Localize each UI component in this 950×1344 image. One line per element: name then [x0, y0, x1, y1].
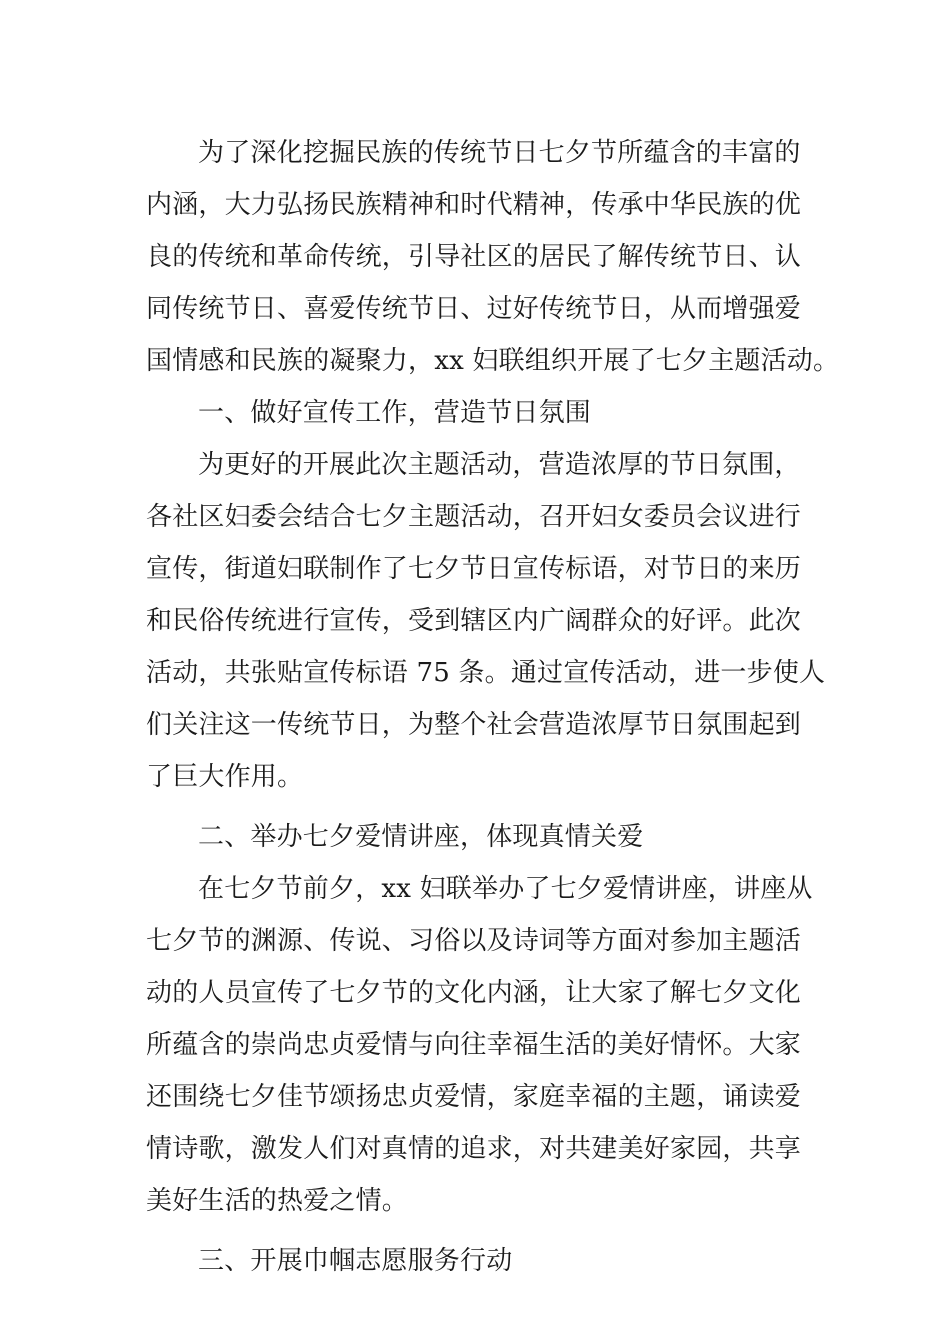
- document-page: [146, 127, 840, 1287]
- text-line: 在七夕节前夕，xx 妇联举办了七夕爱情讲座，讲座从: [198, 874, 813, 904]
- text-line: 所蕴含的崇尚忠贞爱情与向往幸福生活的美好情怀。大家: [146, 1030, 802, 1060]
- text-line: 情诗歌，激发人们对真情的追求，对共建美好家园，共享: [146, 1134, 802, 1164]
- text-line: 同传统节日、喜爱传统节日、过好传统节日，从而增强爱: [146, 294, 802, 324]
- text-line: 美好生活的热爱之情。: [146, 1186, 409, 1216]
- heading-text: 二、举办七夕爱情讲座，体现真情关爱: [198, 822, 644, 852]
- text-line: 宣传，街道妇联制作了七夕节日宣传标语，对节日的来历: [146, 554, 802, 584]
- text-line: 各社区妇委会结合七夕主题活动，召开妇女委员会议进行: [146, 502, 802, 532]
- section-2-paragraph: [146, 863, 813, 1227]
- text-line: 还围绕七夕佳节颂扬忠贞爱情，家庭幸福的主题，诵读爱: [146, 1082, 802, 1112]
- section-1-heading: [146, 387, 808, 439]
- text-line: 动的人员宣传了七夕节的文化内涵，让大家了解七夕文化: [146, 978, 802, 1008]
- text-line: 国情感和民族的凝聚力，xx 妇联组织开展了七夕主题活动。: [146, 346, 840, 376]
- text-line: 为更好的开展此次主题活动，营造浓厚的节日氛围，: [198, 450, 801, 480]
- section-3-heading: [146, 1235, 808, 1287]
- text-line: 和民俗传统进行宣传，受到辖区内广阔群众的好评。此次: [146, 606, 802, 636]
- text-line: 内涵，大力弘扬民族精神和时代精神，传承中华民族的优: [146, 190, 802, 220]
- text-line: 们关注这一传统节日，为整个社会营造浓厚节日氛围起到: [146, 710, 802, 740]
- intro-paragraph: [146, 127, 840, 387]
- text-line: 了巨大作用。: [146, 762, 304, 792]
- heading-text: 三、开展巾帼志愿服务行动: [198, 1246, 513, 1276]
- text-line: 活动，共张贴宣传标语 75 条。通过宣传活动，进一步使人: [146, 658, 826, 688]
- text-line: 七夕节的渊源、传说、习俗以及诗词等方面对参加主题活: [146, 926, 802, 956]
- section-1-paragraph: [146, 439, 826, 803]
- text-line: 为了深化挖掘民族的传统节日七夕节所蕴含的丰富的: [198, 138, 801, 168]
- section-2-heading: [146, 811, 808, 863]
- heading-text: 一、做好宣传工作，营造节日氛围: [198, 398, 592, 428]
- text-line: 良的传统和革命传统，引导社区的居民了解传统节日、认: [146, 242, 802, 272]
